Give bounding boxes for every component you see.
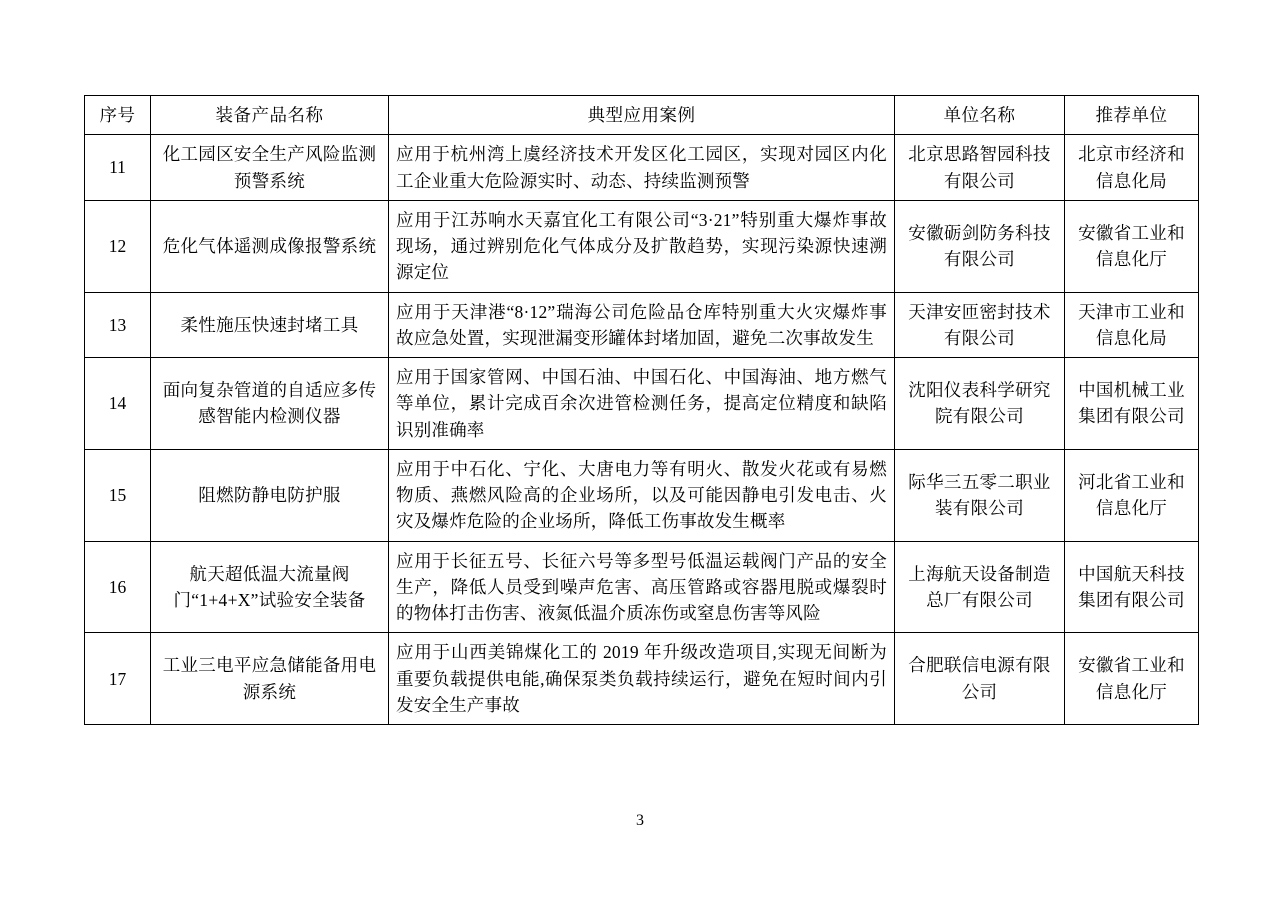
table-row [85,292,1199,358]
cell-product-name: 工业三电平应急储能备用电源系统 [151,633,389,725]
cell-application-case: 应用于国家管网、中国石油、中国石化、中国海油、地方燃气等单位，累计完成百余次进管检测任务，提高定位精度和缺陷识别准确率 [389,358,895,450]
cell-product-name: 危化气体遥测成像报警系统 [151,200,389,292]
cell-product-name: 阻燃防静电防护服 [151,449,389,541]
cell-application-case: 应用于长征五号、长征六号等多型号低温运载阀门产品的安全生产，降低人员受到噪声危害、高压管路或容器甩脱或爆裂时的物体打击伤害、液氮低温介质冻伤或窒息伤害等风险 [389,541,895,633]
page-number: 3 [636,812,644,829]
cell-unit-name: 际华三五零二职业装有限公司 [895,449,1065,541]
table-row [85,135,1199,201]
table-row [85,200,1199,292]
cell-seq: 12 [85,200,151,292]
cell-seq: 11 [85,135,151,201]
cell-recommender: 天津市工业和信息化局 [1065,292,1199,358]
column-header-unit-name: 单位名称 [895,96,1065,135]
table-body [85,135,1199,725]
cell-application-case: 应用于杭州湾上虞经济技术开发区化工园区，实现对园区内化工企业重大危险源实时、动态、持续监测预警 [389,135,895,201]
cell-unit-name: 合肥联信电源有限公司 [895,633,1065,725]
column-header-application-case: 典型应用案例 [389,96,895,135]
cell-product-name: 化工园区安全生产风险监测预警系统 [151,135,389,201]
table-header [85,96,1199,135]
cell-product-name: 航天超低温大流量阀门“1+4+X”试验安全装备 [151,541,389,633]
cell-unit-name: 沈阳仪表科学研究院有限公司 [895,358,1065,450]
cell-recommender: 河北省工业和信息化厅 [1065,449,1199,541]
column-header-product-name: 装备产品名称 [151,96,389,135]
cell-seq: 15 [85,449,151,541]
cell-product-name: 面向复杂管道的自适应多传感智能内检测仪器 [151,358,389,450]
column-header-seq: 序号 [85,96,151,135]
column-header-recommender: 推荐单位 [1065,96,1199,135]
table-row [85,633,1199,725]
cell-recommender: 中国航天科技集团有限公司 [1065,541,1199,633]
equipment-table [84,95,1199,725]
cell-product-name: 柔性施压快速封堵工具 [151,292,389,358]
cell-seq: 14 [85,358,151,450]
cell-application-case: 应用于山西美锦煤化工的 2019 年升级改造项目,实现无间断为重要负载提供电能,确保泵类负载持续运行，避免在短时间内引发安全生产事故 [389,633,895,725]
table-header-row [85,96,1199,135]
cell-unit-name: 北京思路智园科技有限公司 [895,135,1065,201]
cell-recommender: 安徽省工业和信息化厅 [1065,633,1199,725]
cell-seq: 17 [85,633,151,725]
table-row [85,358,1199,450]
cell-seq: 16 [85,541,151,633]
cell-seq: 13 [85,292,151,358]
cell-recommender: 中国机械工业集团有限公司 [1065,358,1199,450]
cell-application-case: 应用于江苏响水天嘉宜化工有限公司“3·21”特别重大爆炸事故现场，通过辨别危化气体成分及扩散趋势，实现污染源快速溯源定位 [389,200,895,292]
cell-unit-name: 上海航天设备制造总厂有限公司 [895,541,1065,633]
cell-unit-name: 天津安匝密封技术有限公司 [895,292,1065,358]
cell-recommender: 北京市经济和信息化局 [1065,135,1199,201]
cell-recommender: 安徽省工业和信息化厅 [1065,200,1199,292]
equipment-table-container [84,95,1198,725]
table-row [85,449,1199,541]
cell-application-case: 应用于中石化、宁化、大唐电力等有明火、散发火花或有易燃物质、燕燃风险高的企业场所，以及可能因静电引发电击、火灾及爆炸危险的企业场所，降低工伤事故发生概率 [389,449,895,541]
cell-unit-name: 安徽砺剑防务科技有限公司 [895,200,1065,292]
cell-application-case: 应用于天津港“8·12”瑞海公司危险品仓库特别重大火灾爆炸事故应急处置，实现泄漏变形罐体封堵加固，避免二次事故发生 [389,292,895,358]
table-row [85,541,1199,633]
